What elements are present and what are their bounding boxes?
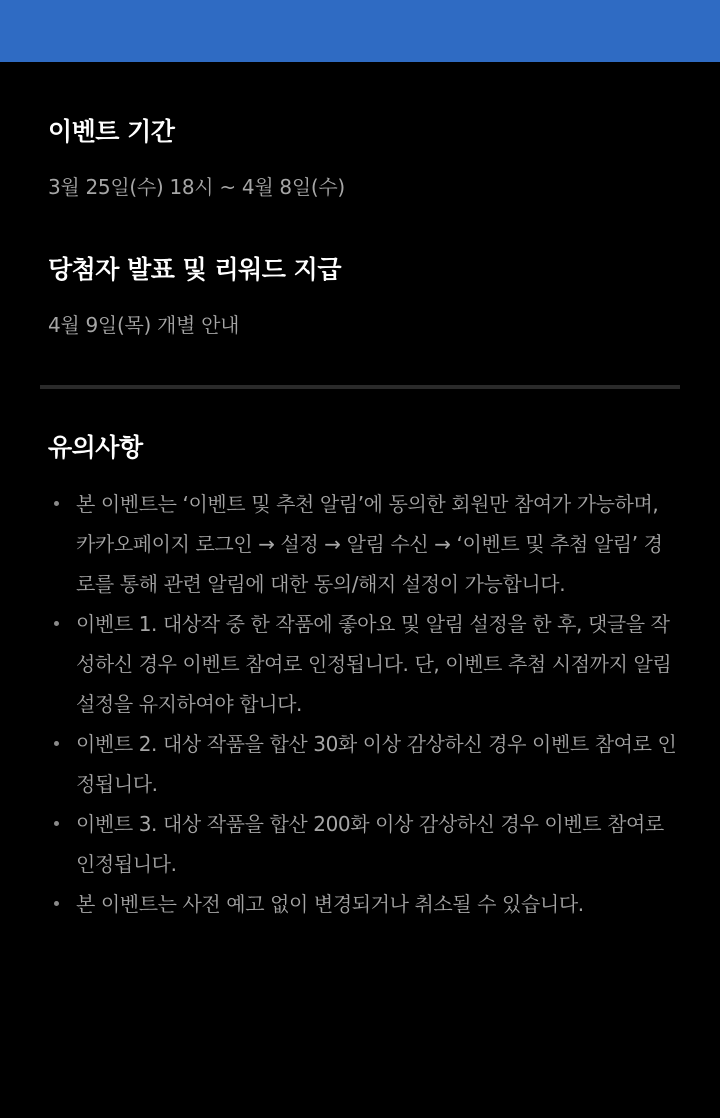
notice-item	[48, 804, 678, 884]
notice-item	[48, 604, 678, 724]
notice-text: 본 이벤트는 사전 예고 없이 변경되거나 취소될 수 있습니다.	[76, 892, 584, 916]
section-divider	[40, 385, 680, 389]
notices-title: 유의사항	[48, 433, 143, 462]
bullet-dot-icon	[54, 741, 59, 746]
event-period-title: 이벤트 기간	[48, 117, 175, 146]
notice-item	[48, 724, 678, 804]
top-header-bar	[0, 0, 720, 62]
bullet-dot-icon	[54, 901, 59, 906]
notice-text: 이벤트 1. 대상작 중 한 작품에 좋아요 및 알림 설정을 한 후, 댓글을 작성하신 경우 이벤트 참여로 인정됩니다. 단, 이벤트 추첨 시점까지 알림 설정을 유지하여야 합니다.	[76, 612, 672, 716]
notice-text: 이벤트 3. 대상 작품을 합산 200화 이상 감상하신 경우 이벤트 참여로 인정됩니다.	[76, 812, 664, 876]
winner-announcement-value: 4월 9일(목) 개별 안내	[48, 313, 240, 337]
event-period-value: 3월 25일(수) 18시 ~ 4월 8일(수)	[48, 175, 345, 199]
winner-announcement-title: 당첨자 발표 및 리워드 지급	[48, 255, 341, 284]
bullet-dot-icon	[54, 821, 59, 826]
notice-text: 본 이벤트는 ‘이벤트 및 추천 알림’에 동의한 회원만 참여가 가능하며, 카카오페이지 로그인 → 설정 → 알림 수신 → ‘이벤트 및 추첨 알림’ 경로를 통해 관련 알림에 대한 동의/해지 설정이 가능합니다.	[76, 492, 663, 596]
notice-item	[48, 884, 678, 924]
notices-list	[48, 484, 678, 924]
notice-item	[48, 484, 678, 604]
notice-text: 이벤트 2. 대상 작품을 합산 30화 이상 감상하신 경우 이벤트 참여로 인정됩니다.	[76, 732, 677, 796]
bullet-dot-icon	[54, 501, 59, 506]
bullet-dot-icon	[54, 621, 59, 626]
